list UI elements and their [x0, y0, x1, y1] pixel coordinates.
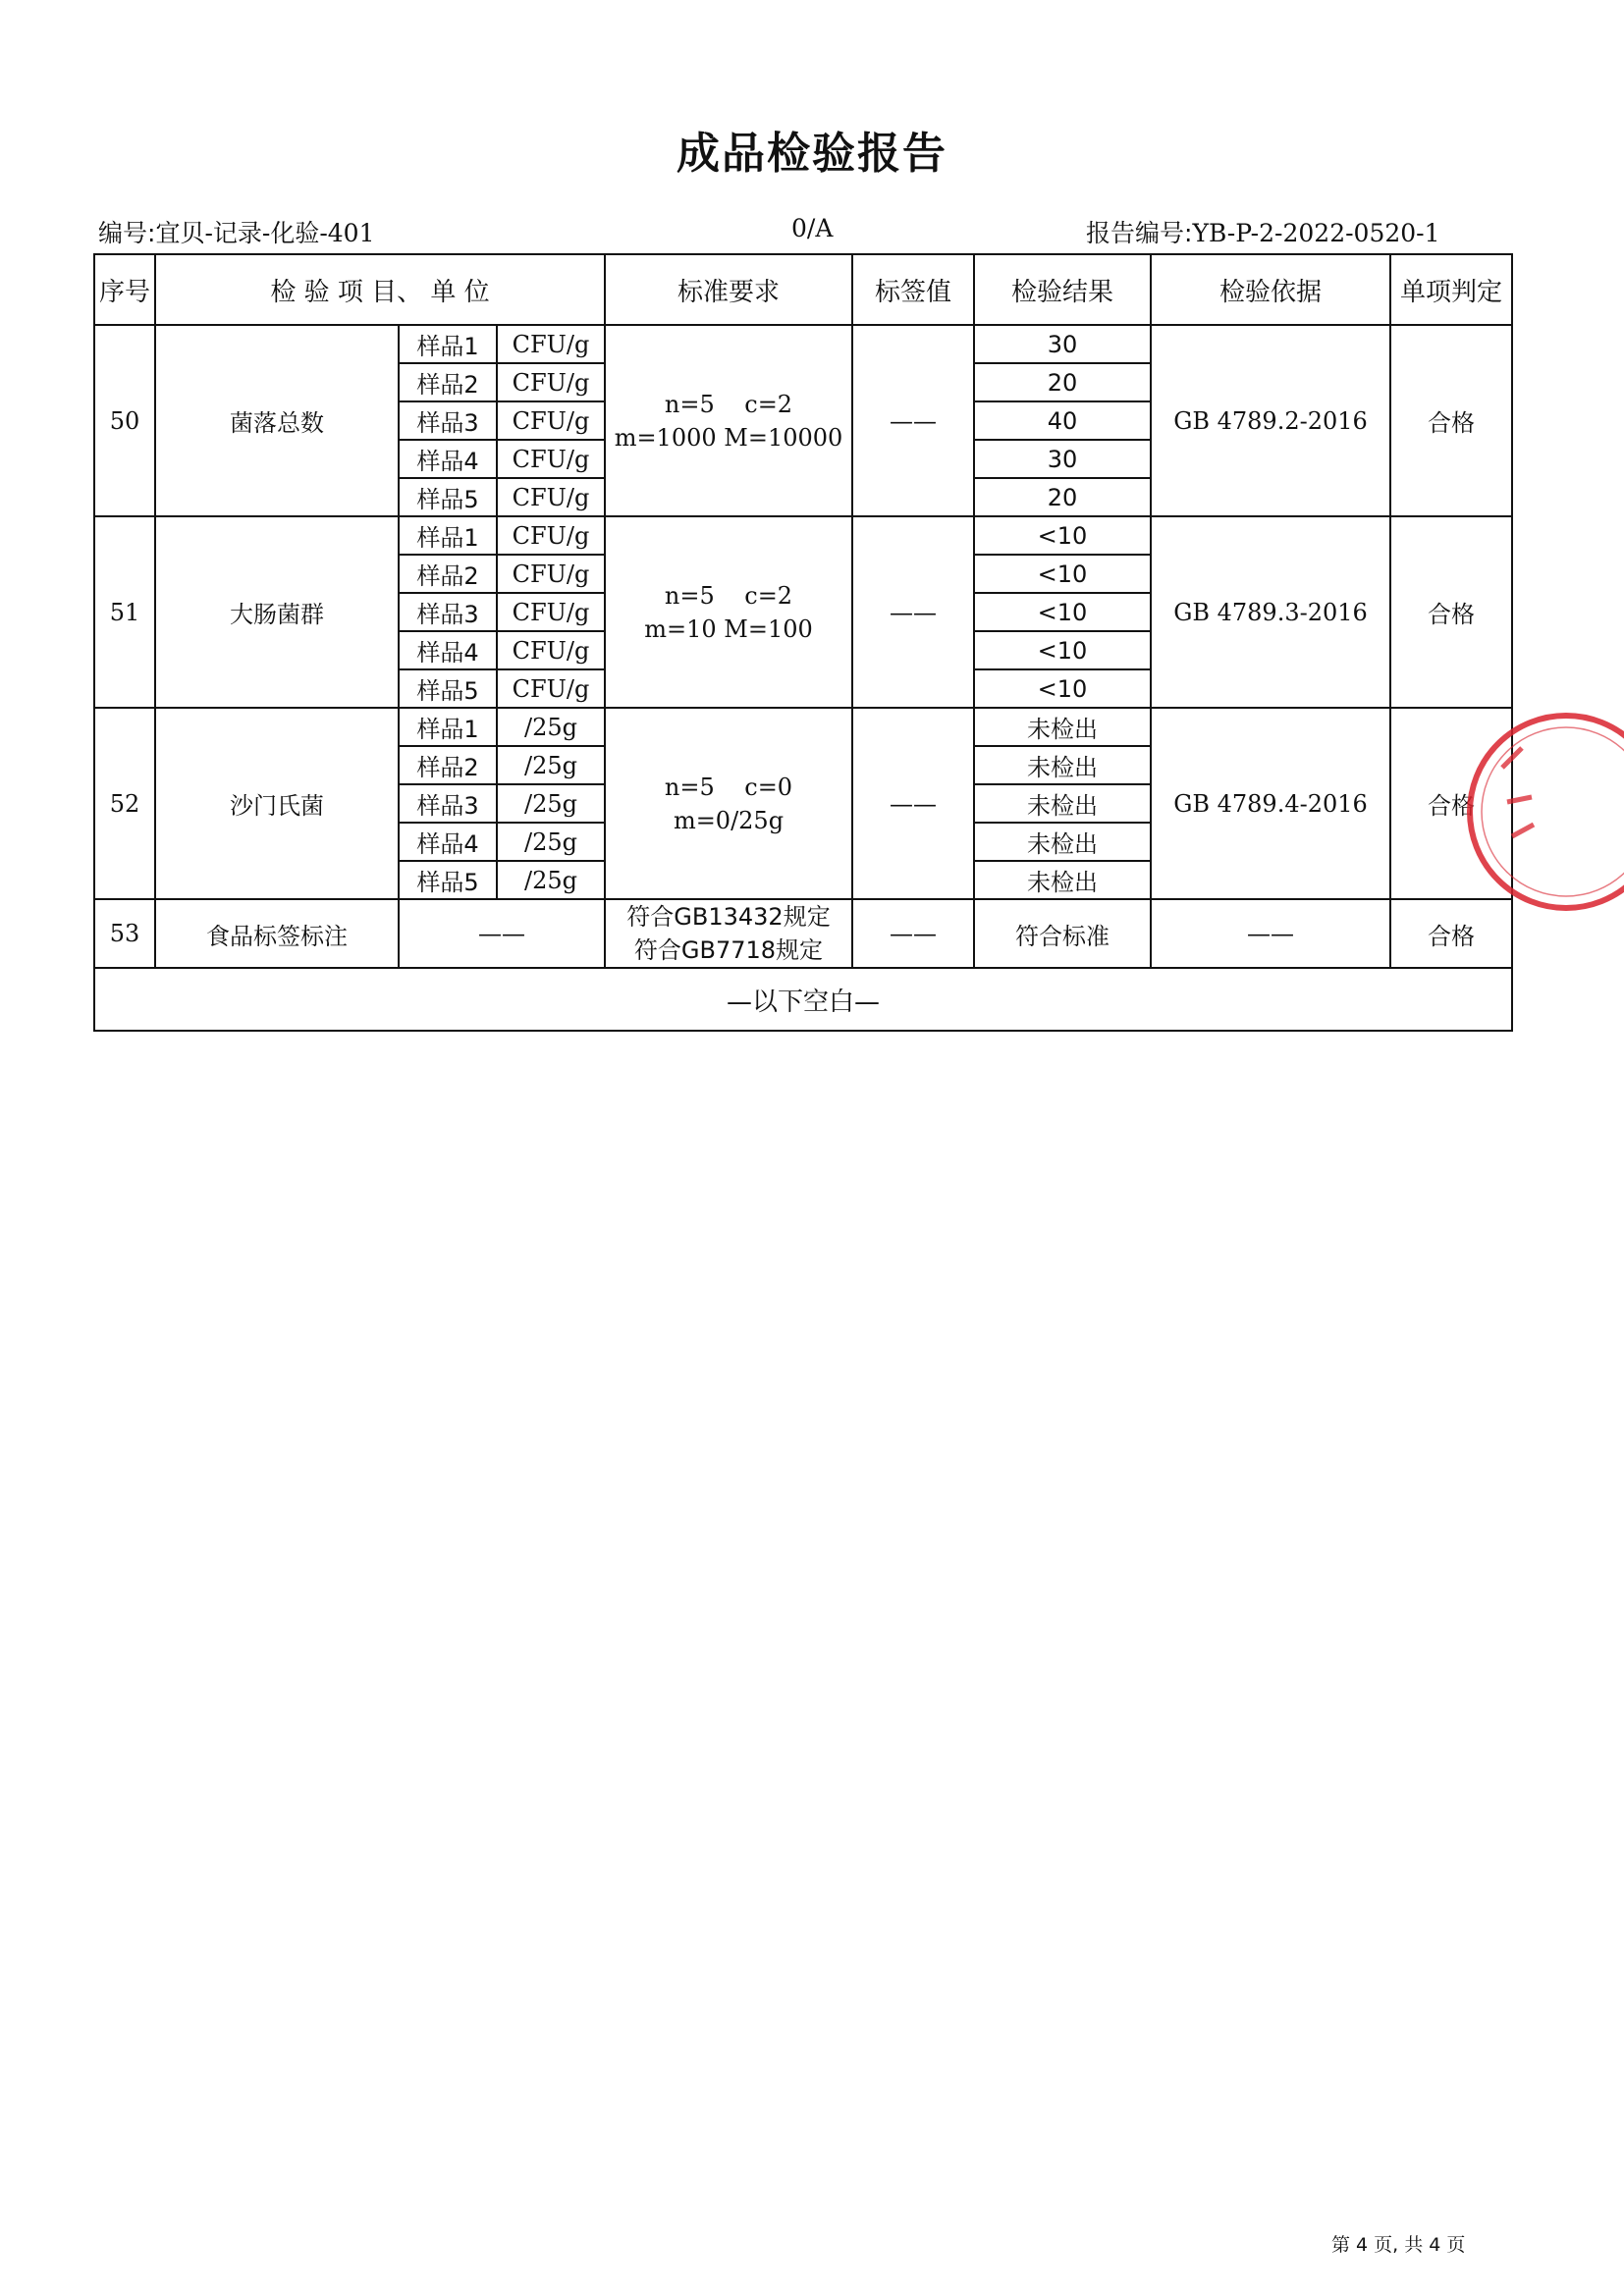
col-judgment: 单项判定 [1390, 254, 1512, 325]
standard-line-2: m=1000 M=10000 [614, 423, 843, 452]
sample-unit: /25g [497, 784, 605, 823]
sample-name: 样品1 [399, 325, 497, 363]
label-value: —— [852, 325, 974, 516]
sample-unit: CFU/g [497, 516, 605, 555]
result-value: <10 [974, 516, 1151, 555]
sample-name: 样品4 [399, 823, 497, 861]
standard-line-1: 符合GB13432规定 [626, 903, 831, 931]
row-seq: 50 [94, 325, 155, 516]
result-value: 20 [974, 478, 1151, 516]
standard-requirement [605, 516, 852, 708]
label-value: —— [852, 708, 974, 899]
col-basis: 检验依据 [1151, 254, 1390, 325]
blank-note: —以下空白— [94, 968, 1512, 1031]
report-number-label: 报告编号: [1086, 219, 1193, 247]
result-value: 20 [974, 363, 1151, 401]
basis-value: GB 4789.3-2016 [1151, 516, 1390, 708]
table-row [94, 899, 1512, 968]
item-name: 菌落总数 [155, 325, 399, 516]
label-value: —— [852, 516, 974, 708]
doc-number [98, 214, 375, 249]
result-value: 40 [974, 401, 1151, 440]
page-footer: 第 4 页, 共 4 页 [1331, 2234, 1466, 2256]
item-name: 大肠菌群 [155, 516, 399, 708]
judgment-value: 合格 [1390, 708, 1512, 899]
sample-name: 样品5 [399, 669, 497, 708]
sample-unit: CFU/g [497, 631, 605, 669]
sample-name: 样品3 [399, 401, 497, 440]
row-seq: 52 [94, 708, 155, 899]
sample-name: 样品2 [399, 746, 497, 784]
result-value: 未检出 [974, 823, 1151, 861]
result-value: <10 [974, 631, 1151, 669]
row-seq: 51 [94, 516, 155, 708]
result-value: 未检出 [974, 861, 1151, 899]
item-name: 食品标签标注 [155, 899, 399, 968]
standard-line-2: 符合GB7718规定 [633, 936, 824, 964]
sample-unit: CFU/g [497, 363, 605, 401]
col-seq: 序号 [94, 254, 155, 325]
item-name: 沙门氏菌 [155, 708, 399, 899]
result-value: <10 [974, 669, 1151, 708]
sample-unit: /25g [497, 861, 605, 899]
doc-number-label: 编号: [98, 219, 156, 247]
sample-name: 样品2 [399, 555, 497, 593]
col-label-value: 标签值 [852, 254, 974, 325]
table-header-row [94, 254, 1512, 325]
judgment-value: 合格 [1390, 516, 1512, 708]
sample-name: 样品3 [399, 593, 497, 631]
sample-unit: /25g [497, 823, 605, 861]
sample-name: 样品4 [399, 440, 497, 478]
report-number [1086, 214, 1440, 249]
report-number-value: YB-P-2-2022-0520-1 [1192, 219, 1440, 247]
sample-unit: CFU/g [497, 440, 605, 478]
sample-name: 样品5 [399, 861, 497, 899]
sample-unit: /25g [497, 708, 605, 746]
result-value: 未检出 [974, 708, 1151, 746]
sample-name: 样品4 [399, 631, 497, 669]
sample-name: 样品2 [399, 363, 497, 401]
standard-line-1: n=5 c=2 [664, 390, 793, 418]
result-value: 符合标准 [974, 899, 1151, 968]
result-value: 未检出 [974, 746, 1151, 784]
table-body [94, 325, 1512, 899]
basis-value: —— [1151, 899, 1390, 968]
result-value: 未检出 [974, 784, 1151, 823]
table-row [94, 325, 1512, 363]
sample-unit: CFU/g [497, 555, 605, 593]
col-item-unit: 检 验 项 目、 单 位 [155, 254, 605, 325]
sample-unit: CFU/g [497, 669, 605, 708]
basis-value: GB 4789.4-2016 [1151, 708, 1390, 899]
sample-name: 样品1 [399, 516, 497, 555]
revision: 0/A [791, 214, 834, 242]
row-seq: 53 [94, 899, 155, 968]
result-value: 30 [974, 440, 1151, 478]
standard-requirement [605, 708, 852, 899]
standard-requirement [605, 325, 852, 516]
sample-unit: /25g [497, 746, 605, 784]
label-value: —— [852, 899, 974, 968]
sample-unit: CFU/g [497, 401, 605, 440]
table-row [94, 708, 1512, 746]
standard-line-2: m=10 M=100 [644, 614, 813, 643]
sample-name: 样品5 [399, 478, 497, 516]
standard-line-1: n=5 c=0 [664, 773, 793, 801]
result-value: <10 [974, 555, 1151, 593]
sample-unit: CFU/g [497, 478, 605, 516]
result-value: <10 [974, 593, 1151, 631]
standard-line-1: n=5 c=2 [664, 581, 793, 610]
sample-name: 样品3 [399, 784, 497, 823]
judgment-value: 合格 [1390, 899, 1512, 968]
col-result: 检验结果 [974, 254, 1151, 325]
inspection-table [93, 253, 1513, 1032]
sample-name: 样品1 [399, 708, 497, 746]
judgment-value: 合格 [1390, 325, 1512, 516]
doc-number-value: 宜贝-记录-化验-401 [155, 219, 375, 247]
sample-unit: CFU/g [497, 593, 605, 631]
page-title: 成品检验报告 [677, 129, 947, 179]
standard-requirement [605, 899, 852, 968]
table-row [94, 516, 1512, 555]
blank-note-row [94, 968, 1512, 1031]
basis-value: GB 4789.2-2016 [1151, 325, 1390, 516]
official-seal-icon [1463, 709, 1624, 915]
result-value: 30 [974, 325, 1151, 363]
item-unit: —— [399, 899, 605, 968]
col-standard: 标准要求 [605, 254, 852, 325]
standard-line-2: m=0/25g [673, 806, 785, 834]
sample-unit: CFU/g [497, 325, 605, 363]
